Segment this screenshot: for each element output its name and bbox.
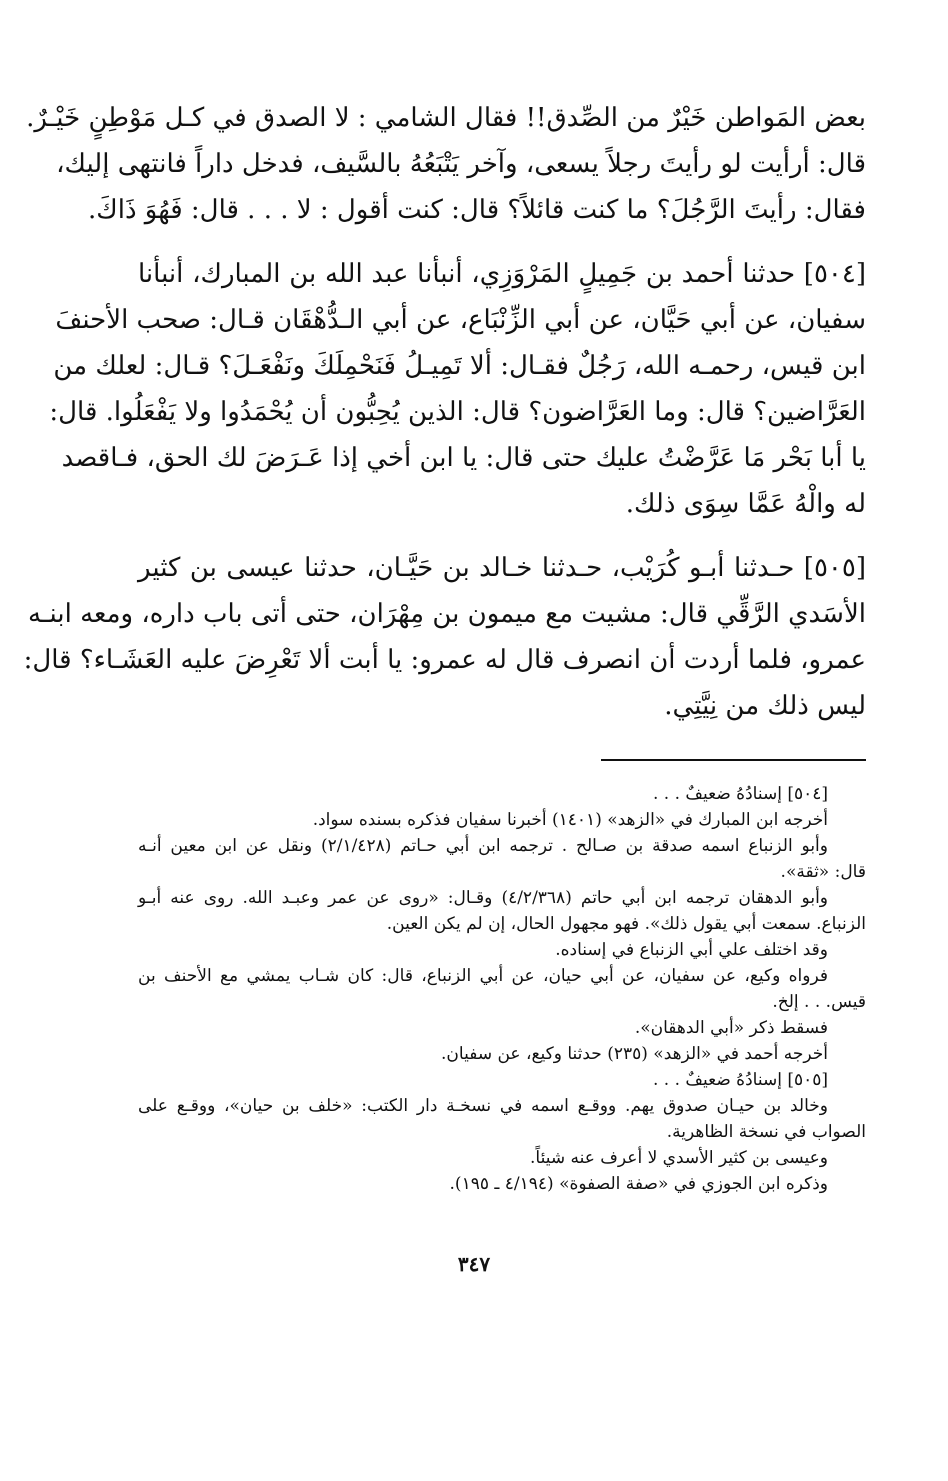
text-line: فقال: رأيتَ الرَّجُلَ؟ ما كنت قائلاً؟ قال: كنت أقول : لا . . . قال: فَهُوَ ذَاكَ. xyxy=(88,195,866,225)
footnote-line: أخرجه ابن المبارك في «الزهد» (١٤٠١) أخبرنا سفيان فذكره بسنده سواد. xyxy=(312,810,828,830)
footnote-line: [٥٠٥] إسنادُهُ ضعيفٌ . . . xyxy=(652,1070,828,1090)
text-line: ليس ذلك من نِيَّتِي. xyxy=(664,691,866,721)
text-line: عمرو، فلما أردت أن انصرف قال له عمرو: يا أبت ألا تَعْرِضَ عليه العَشَـاء؟ قال: xyxy=(23,645,866,675)
paragraph-504 xyxy=(49,251,866,527)
text-line: قال: أرأيت لو رأيتَ رجلاً يسعى، وآخر يَتْبَعُهُ بالسَّيف، فدخل داراً فانتهى إليك، xyxy=(56,149,866,179)
footnote-line: وعيسى بن كثير الأسدي لا أعرف عنه شيئاً. xyxy=(530,1148,828,1168)
footnote-rule xyxy=(601,759,866,761)
footnote-line: وأبو الدهقان ترجمه ابن أبي حاتم (٤/٢/٣٦٨) وقـال: «روى عن عمر وعبـد الله. روى عنه أبـو xyxy=(138,888,828,908)
footnote-line: [٥٠٤] إسنادُهُ ضعيفٌ . . . xyxy=(652,784,828,804)
text-line: العَرَّاضين؟ قال: وما العَرَّاضون؟ قال: الذين يُحِبُّون أن يُحْمَدُوا ولا يَفْعَلُوا. قال: xyxy=(49,397,866,427)
paragraph-gap xyxy=(138,233,866,251)
footnote-line: أخرجه أحمد في «الزهد» (٢٣٥) حدثنا وكيع، عن سفيان. xyxy=(441,1044,828,1064)
text-line: [٥٠٤] حدثنا أحمد بن جَمِيلٍ المَرْوَزِي، أنبأنا عبد الله بن المبارك، أنبأنا xyxy=(138,259,866,289)
text-line: ابن قيس، رحمـه الله، رَجُلٌ فقـال: ألا تَمِيـلُ فَنَحْمِلَكَ ونَفْعَـلَ؟ قـال: لعلك من xyxy=(53,351,866,381)
footnote-line: قيس. . . إلخ. xyxy=(772,992,866,1012)
text-line: يا أبا بَحْر مَا عَرَّضْتُ عليك حتى قال: يا ابن أخي إذا عَـرَضَ لك الحق، فـاقصد xyxy=(61,443,866,473)
paragraph-gap xyxy=(138,527,866,545)
page-content xyxy=(23,95,866,1197)
footnote-line: وأبو الزنباع اسمه صدقة بن صـالح . ترجمه ابن أبي حـاتم (٢/١/٤٢٨) ونقل عن ابن معين أنـه xyxy=(138,836,828,856)
text-line: بعض المَواطن خَيْرٌ من الصِّدق!! فقال الشامي : لا الصدق في كـل مَوْطِنٍ خَيْـرٌ. xyxy=(26,103,866,133)
footnotes xyxy=(138,781,866,1197)
footnote-line: وقد اختلف علي أبي الزنباع في إسناده. xyxy=(555,940,828,960)
page-number: ٣٤٧ xyxy=(457,1252,491,1276)
footnote-line: فرواه وكيع، عن سفيان، عن أبي حيان، عن أبي الزنباع، قال: كان شـاب يمشي مع الأحنف بن xyxy=(138,966,828,986)
footnote-line: وخالد بن حيـان صدوق يهم. ووقـع اسمه في نسخـة دار الكتب: «خلف بن حيان»، ووقـع على xyxy=(138,1096,828,1116)
footnote-separator xyxy=(138,759,866,761)
text-line: [٥٠٥] حـدثنا أبـو كُرَيْب، حـدثنا خـالد بن حَيَّـان، حدثنا عيسى بن كثير xyxy=(138,553,866,583)
footnote-line: الصواب في نسخة الظاهرية. xyxy=(666,1122,866,1142)
text-line: له والْهُ عَمَّا سِوَى ذلك. xyxy=(625,489,866,519)
paragraph-continuation xyxy=(26,95,866,233)
footnote-line: الزنباع. سمعت أبي يقول ذلك». فهو مجهول الحال، إن لم يكن العين. xyxy=(386,914,866,934)
paragraph-505 xyxy=(23,545,866,729)
footnote-line: فسقط ذكر «أبي الدهقان». xyxy=(634,1018,828,1038)
footnote-line: وذكره ابن الجوزي في «صفة الصفوة» (٤/١٩٤ ـ ١٩٥). xyxy=(449,1174,828,1194)
text-line: سفيان، عن أبي حَيَّان، عن أبي الزِّنْبَاع، عن أبي الـدُّهْقَان قـال: صحب الأحنفَ xyxy=(55,305,866,335)
footnote-line: قال: «ثقة». xyxy=(780,862,866,882)
text-line: الأسَدي الرَّقِّي قال: مشيت مع ميمون بن مِهْرَان، حتى أتى باب داره، ومعه ابنـه xyxy=(27,599,866,629)
